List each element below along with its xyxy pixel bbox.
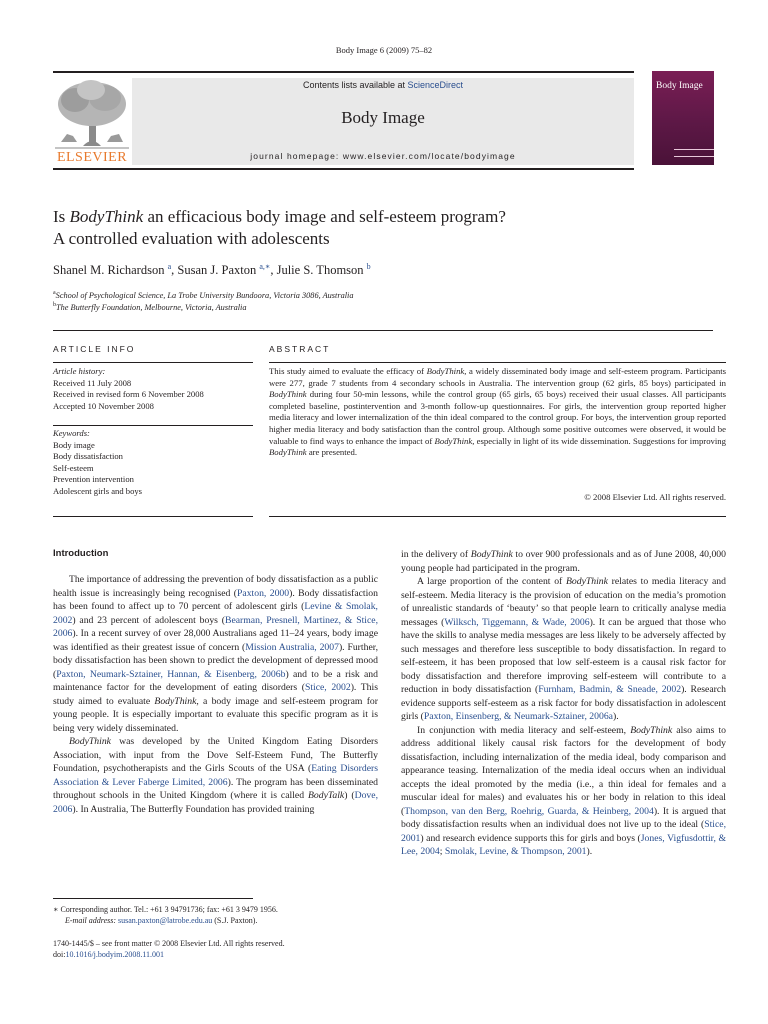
section-divider (53, 330, 713, 331)
article-info-rule (53, 516, 253, 517)
sciencedirect-link[interactable]: ScienceDirect (407, 80, 464, 90)
body-paragraph: A large proportion of the content of BodyThink relates to media literacy and self-esteem. Media literacy is the provision of education on the media’s promotion of unrealistic standards of ‘beauty’ so that people learn to critically analyse media messages (Wilksch, Tiggemann, & Wade, 2006). It can be argued that those who have the skills to analyse media messages are less likely to be adversely affected by such messages and therefore less susceptible to body dissatisfaction. In regard to self-esteem, it has been proposed that low self-esteem is a causal risk factor for body dissatisfaction and therefore improving self-esteem will contribute to a reduction in body dissatisfaction (Furnham, Badmin, & Sneade, 2002). Research evidence supports self-esteem as a risk factor for body dissatisfaction in adolescent girls (Paxton, Einsenberg, & Neumark-Sztainer, 2006a). (401, 576, 726, 722)
abstract-copyright: © 2008 Elsevier Ltd. All rights reserved. (584, 492, 726, 502)
citation-link[interactable]: Wilksch, Tiggemann, & Wade, 2006 (444, 616, 590, 628)
email-note: E-mail address: susan.paxton@latrobe.edu.au (S.J. Paxton). (65, 916, 258, 925)
citation-link[interactable]: Thompson, van den Berg, Roehrig, Guarda, & Heinberg, 2004 (404, 805, 654, 817)
author-affiliation-mark[interactable]: a,∗ (259, 262, 271, 271)
journal-reference: Body Image 6 (2009) 75–82 (335, 45, 433, 55)
author-name[interactable]: Julie S. Thomson (276, 263, 364, 278)
citation-link[interactable]: Mission Australia, 2007 (245, 641, 339, 653)
article-info-heading: ARTICLE INFO (53, 344, 136, 354)
affiliation: $^a$School of Psychological Science, La Trobe University Bundoora, Victoria 3086, Australia (53, 290, 354, 300)
contents-availability: Contents lists available at ScienceDirect (302, 80, 464, 90)
header-bottom-rule (53, 168, 634, 170)
article-info-rule (53, 425, 253, 426)
citation-link[interactable]: Eating Disorders Association & Lever Faberge Limited, 2006 (53, 763, 378, 788)
section-heading-introduction: Introduction (53, 548, 109, 559)
keyword: Prevention intervention (53, 474, 134, 485)
author-name[interactable]: Shanel M. Richardson (53, 263, 165, 278)
abstract-text: This study aimed to evaluate the efficacy of BodyThink, a widely disseminated body image and self-esteem program. Participants were 277, grade 7 students from 4 secondary schools in Australia. The intervention group (62 girls, 85 boys) participated in BodyThink during four 50-min lessons, while the control group (65 girls, 65 boys) received their usual classes. All participants completed baseline, postintervention and 3-month follow-up questionnaires. For girls, the intervention group reported higher media literacy and lower internalization of the thin ideal compared to the control group. For boys, the intervention group reported higher media literacy and body satisfaction than the control group. Although some positive outcomes were observed, it would be valuable to find ways to enhance the impact of BodyThink, especially in light of its wide dissemination. Suggestions for improving BodyThink are presented. (269, 366, 727, 458)
citation-link[interactable]: Smolak, Levine, & Thompson, 2001 (444, 846, 587, 857)
article-info-rule (53, 362, 253, 363)
abstract-rule (269, 362, 726, 363)
body-column-left (53, 573, 378, 816)
keyword-list (53, 428, 253, 498)
body-paragraph: BodyThink was developed by the United Kingdom Eating Disorders Association, with input from the Dove Self-Esteem Fund, The Butterfly Foundation, psychotherapists and the Girls Scouts of the USA (Eating Disorders Association & Lever Faberge Limited, 2006). The program has been disseminated throughout schools in the United Kingdom (where it is called BodyTalk) (Dove, 2006). In Australia, The Butterfly Foundation has provided training (53, 736, 378, 815)
footnote-rule (53, 898, 253, 899)
keyword: Adolescent girls and boys (53, 485, 143, 496)
paper-title-line-1: Is BodyThink an efficacious body image and self-esteem program? (53, 207, 506, 226)
paper-title (53, 206, 713, 250)
affiliation: $^b$The Butterfly Foundation, Melbourne, Victoria, Australia (53, 302, 247, 312)
citation-link[interactable]: Furnham, Badmin, & Sneade, 2002 (538, 684, 682, 695)
author-list: Shanel M. Richardson $^a$, Susan J. Paxton $^{a,∗}$, Julie S. Thomson $^b$ (53, 262, 371, 278)
elsevier-logo (53, 76, 131, 166)
history-item: Received 11 July 2008 (53, 377, 132, 388)
history-label: Article history: (53, 366, 106, 376)
cover-title: Body Image (656, 81, 703, 91)
citation-link[interactable]: Stice, 2001 (401, 819, 726, 844)
body-paragraph: The importance of addressing the prevention of body dissatisfaction as a public health issue is increasingly being recognised (Paxton, 2000). Body dissatisfaction has been found to affect up to 70 percent of adolescent girls (Levine & Smolak, 2002) and 23 percent of adolescent boys (Bearman, Presnell, Martinez, & Stice, 2006). In a recent survey of over 28,000 Australians aged 11–24 years, body image was identified as their greatest issue of concern (Mission Australia, 2007). Further, body dissatisfaction has been shown to predict the development of depressed mood (Paxton, Neumark-Sztainer, Hannan, & Eisenberg, 2006b) and to be a risk and maintenance factor for the development of eating disorders (Stice, 2002). This study aimed to evaluate BodyThink, a body image and self-esteem program for young people. It is especially important to evaluate this specific program as it is being very widely disseminated. (53, 574, 379, 734)
header-top-rule (53, 71, 634, 73)
journal-title: Body Image (341, 108, 425, 127)
keyword: Body image (53, 439, 95, 450)
article-history (53, 366, 253, 412)
citation-link[interactable]: Paxton, 2000 (237, 587, 290, 599)
doi-link[interactable]: 10.1016/j.bodyim.2008.11.001 (65, 950, 165, 959)
footnotes (53, 904, 383, 926)
abstract-rule (269, 516, 726, 517)
author-email-link[interactable]: susan.paxton@latrobe.edu.au (118, 916, 213, 925)
citation-link[interactable]: Levine & Smolak, 2002 (53, 601, 378, 626)
body-column-right (401, 548, 726, 859)
paper-title-line-2: A controlled evaluation with adolescents (53, 229, 330, 248)
author-affiliation-mark[interactable]: b (366, 262, 371, 271)
publisher-wordmark: ELSEVIER (56, 150, 128, 165)
citation-link[interactable]: Jones, Vigfusdottir, & Lee, 2004 (401, 832, 726, 857)
issn-line: 1740-1445/$ – see front matter © 2008 Elsevier Ltd. All rights reserved. (53, 939, 285, 948)
keyword: Body dissatisfaction (53, 451, 123, 462)
body-paragraph: In conjunction with media literacy and self-esteem, BodyThink also aims to address additional likely causal risk factors for the development of body dissatisfaction, including internalization of the media ideal, body comparison and appearance teasing. Internalization of the media ideal occurs when an individual accepts the ideal promoted by the media (i.e., a thin ideal for females and a muscular ideal for males) and evaluates his or her body in relation to this ideal (Thompson, van den Berg, Roehrig, Guarda, & Heinberg, 2004). It is argued that body dissatisfaction results when an individual does not live up to the ideal (Stice, 2001) and research evidence supports this for girls and boys (Jones, Vigfusdottir, & Lee, 2004; Smolak, Levine, & Thompson, 2001). (401, 724, 727, 857)
history-item: Received in revised form 6 November 2008 (53, 389, 204, 400)
citation-link[interactable]: Bearman, Presnell, Martinez, & Stice, 2006 (53, 614, 378, 639)
doi-line: doi:10.1016/j.bodyim.2008.11.001 (53, 950, 165, 959)
citation-link[interactable]: Paxton, Neumark-Sztainer, Hannan, & Eisenberg, 2006b (56, 668, 286, 680)
keywords-label: Keywords: (53, 428, 90, 438)
journal-homepage[interactable]: journal homepage: www.elsevier.com/locate/bodyimage (250, 151, 516, 161)
citation-link[interactable]: Dove, 2006 (53, 790, 378, 815)
body-paragraph: in the delivery of BodyThink to over 900 professionals and as of June 2008, 40,000 young people had participated in the program. (401, 549, 726, 574)
author-name[interactable]: Susan J. Paxton (177, 263, 257, 278)
front-matter (53, 938, 285, 960)
keyword: Self-esteem (53, 462, 94, 473)
corresponding-author-note: ∗ Corresponding author. Tel.: +61 3 94791736; fax: +61 3 9479 1956. (53, 905, 278, 914)
citation-link[interactable]: Paxton, Einsenberg, & Neumark-Sztainer, 2006a (423, 711, 613, 722)
history-item: Accepted 10 November 2008 (53, 400, 154, 411)
citation-link[interactable]: Stice, 2002 (304, 682, 351, 693)
author-affiliation-mark[interactable]: a (167, 262, 172, 271)
journal-cover-thumbnail (652, 71, 714, 165)
abstract-heading: ABSTRACT (269, 344, 331, 354)
cover-detail-lines (674, 149, 714, 157)
